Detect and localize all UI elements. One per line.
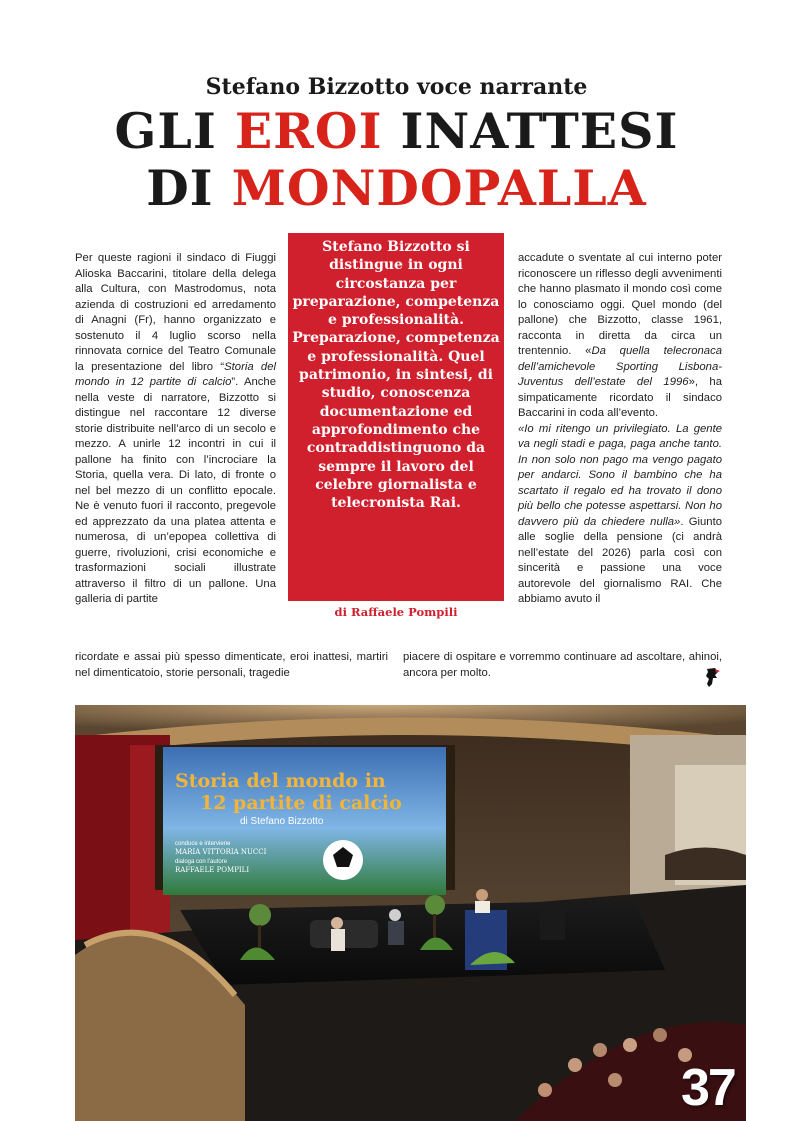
author-byline: di Raffaele Pompili bbox=[334, 605, 458, 619]
event-photo bbox=[75, 705, 746, 1121]
article-kicker: Stefano Bizzotto voce narrante bbox=[205, 74, 588, 100]
text-run: . Giunto alle soglie della pensione (ci andrà nell’estate del 2026) parla così con sincerità e passione una voce autorevole del giornalismo RAI. Che abbiamo avuto il bbox=[518, 515, 723, 605]
paragraph bbox=[518, 251, 722, 422]
headline-part: INATTESI bbox=[382, 102, 679, 160]
end-mark-icon bbox=[703, 666, 721, 688]
screen-title-1: Storia del mondo in bbox=[175, 770, 386, 792]
headline-red-word: EROI bbox=[234, 102, 383, 160]
quote-italic: «Io mi ritengo un privilegiato. La gente va negli stadi e paga, paga anche tanto. In non solo non pago ma vengo pagato per andarci. Sono il bambino che ha scartato il regalo ed ha trovato il dono più bello che potesse aspettarsi. Non ho davvero più da chiedere nulla» bbox=[518, 422, 722, 528]
text-run: », ha simpaticamente ricordato il sindaco Baccarini in coda all’evento. bbox=[518, 376, 722, 419]
headline-part: DI bbox=[146, 159, 232, 217]
article-bottom-left: ricordate e assai più spesso dimenticate, eroi inattesi, martiri nel dimenticatoio, storie personali, tragedie bbox=[75, 651, 388, 679]
screen-credit-2: MARIA VITTORIA NUCCI bbox=[175, 848, 267, 856]
headline-line-2 bbox=[0, 160, 793, 216]
screen-credit-3: dialoga con l’autore bbox=[175, 859, 228, 865]
text-run: ”. Anche nella veste di narratore, Bizzotto si distingue nel raccontare 12 diverse storie distribuite nell’arco di un secolo e mezzo. A unirle 12 incontri in cui il pallone ha finito con l’incrociare la Storia, quella vera. Di lato, di fronte o nel bel mezzo di un conflitto epocale. Ne è venuto fuori il racconto, pregevole ed apprezzato da una platea attenta e numerosa, di un’epopea collettiva di guerre, rivoluzioni, crisi economiche e trasformazioni sociali illustrate attraverso il filtro di un pallone. Una galleria di partite bbox=[75, 376, 276, 605]
article-column-right bbox=[518, 251, 722, 608]
page-number: 37 bbox=[681, 1059, 735, 1117]
headline-part: GLI bbox=[114, 102, 235, 160]
screen-title-2: 12 partite di calcio bbox=[200, 792, 402, 814]
headline-line-1 bbox=[0, 103, 793, 159]
text-run: Per queste ragioni il sindaco di Fiuggi Alioska Baccarini, titolare della delega alla Cultura, con Mastrodomus, nota azienda di costruzioni ed arredamento di Anagni (Fr), hanno organizzato e sostenuto il 4 luglio scorso nella rinnovata cornice del Teatro Comunale la presentazione del libro “ bbox=[75, 252, 276, 373]
article-column-left bbox=[75, 251, 276, 608]
theatre-stage-illustration bbox=[75, 705, 746, 1121]
quote-italic: Da quella telecronaca dell’amichevole Sporting Lisbona-Juventus dell’estate del 1996 bbox=[518, 345, 722, 388]
paragraph bbox=[518, 422, 722, 608]
headline-red-word: MONDOPALLA bbox=[231, 159, 647, 217]
book-title: Storia del mondo in 12 partite di calcio bbox=[75, 360, 276, 388]
screen-credit-4: RAFFAELE POMPILI bbox=[175, 866, 250, 874]
text-run: accadute o sventate al cui interno poter riconoscere un riflesso degli avvenimenti che hanno plasmato il mondo così come lo conosciamo oggi. Quel mondo (del pallone) che Bizzotto, classe 1961, racconta in diretta da circa un trentennio. « bbox=[518, 252, 722, 357]
pull-quote-box bbox=[288, 233, 504, 601]
screen-credit-1: conduce e interviene bbox=[175, 841, 231, 847]
pull-quote-text: Stefano Bizzotto si distingue in ogni circostanza per preparazione, competenza e professionalità. Preparazione, competenza e professionalità. Quel patrimonio, in sintesi, di studio, conoscenza documentazione ed approfondimento che contraddistinguono da sempre il lavoro del celebre giornalista e telecronista Rai. bbox=[292, 239, 500, 512]
paragraph bbox=[75, 251, 276, 608]
screen-author: di Stefano Bizzotto bbox=[240, 816, 324, 827]
article-bottom-right: piacere di ospitare e vorremmo continuare ad ascoltare, ahinoi, ancora per molto. bbox=[403, 651, 722, 679]
